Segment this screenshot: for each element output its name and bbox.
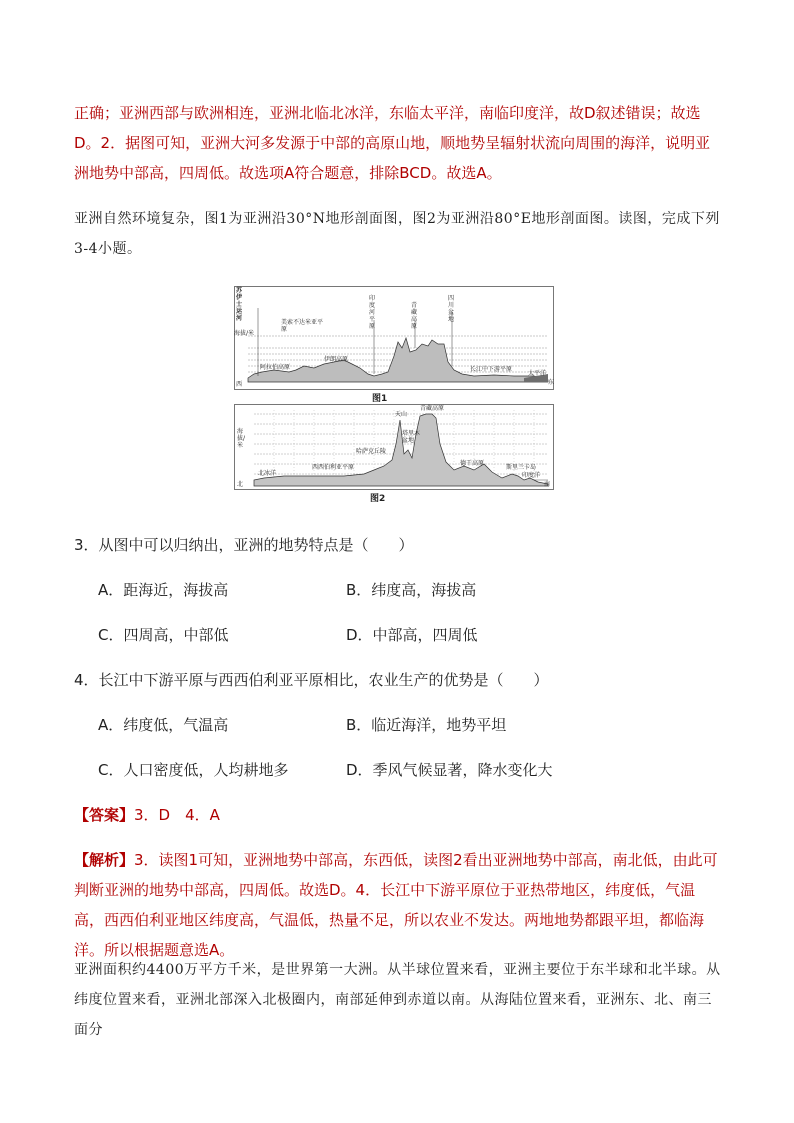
intro-paragraph: 亚洲自然环境复杂，图1为亚洲沿30°N地形剖面图，图2为亚洲沿80°E地形剖面图。读图，完成下列3-4小题。 xyxy=(74,211,720,257)
fig2-label-tarim: 塔里木盆地 xyxy=(402,430,421,444)
fig1-label-suez: 苏伊士运河 xyxy=(236,287,243,322)
fig1-label-iran: 伊朗高原 xyxy=(324,356,349,363)
fig2-label-indian-ocean: 印度洋 xyxy=(522,472,541,479)
figure-2-profile xyxy=(234,404,554,490)
fig1-label-sichuan: 四川盆地 xyxy=(448,295,455,323)
fig1-label-pacific: 太平洋 xyxy=(528,370,547,377)
fig2-label-tianshan: 天山 xyxy=(395,411,408,418)
fig2-label-srilanka: 斯里兰卡岛 xyxy=(506,464,537,471)
answer-text: 3．D 4．A xyxy=(134,806,220,824)
q4-stem: 4．长江中下游平原与西西伯利亚平原相比，农业生产的优势是（ ） xyxy=(74,671,549,689)
fig2-label-north: 北 xyxy=(237,481,244,488)
fig1-ylabel: 海拔/米 xyxy=(234,330,255,337)
q3-option-a: A．距海近，海拔高 xyxy=(98,581,229,599)
fig1-label-indus: 印度河平原 xyxy=(369,295,376,330)
figure-2 xyxy=(234,404,554,490)
fig2-label-kazakh: 哈萨克丘陵 xyxy=(356,448,387,455)
q3-option-b: B．纬度高，海拔高 xyxy=(346,581,477,599)
analysis-paragraph xyxy=(74,845,724,965)
q3-option-d: D．中部高，四周低 xyxy=(346,626,478,644)
fig1-label-yangtze: 长江中下游平原 xyxy=(470,366,513,373)
q4-option-a: A．纬度低，气温高 xyxy=(98,716,229,734)
fig2-label-arctic: 北冰洋 xyxy=(258,470,277,477)
explanation-top: 正确；亚洲西部与欧洲相连，亚洲北临北冰洋，东临太平洋，南临印度洋，故D叙述错误；故选D。2．据图可知，亚洲大河多发源于中部的高原山地，顺地势呈辐射状流向周围的海洋，说明亚洲地势中部高，四周低。故选项A符合题意，排除BCD。故选A。 xyxy=(74,104,711,182)
fig2-label-siberia: 西西伯利亚平原 xyxy=(312,464,355,471)
q3-stem: 3．从图中可以归纳出，亚洲的地势特点是（ ） xyxy=(74,536,414,554)
fig2-label-south: 南 xyxy=(544,481,551,488)
q3-option-c: C．四周高，中部低 xyxy=(98,626,229,644)
q4-option-d: D．季风气候显著，降水变化大 xyxy=(346,761,553,779)
bottom-passage: 亚洲面积约4400万平方千米，是世界第一大洲。从半球位置来看，亚洲主要位于东半球和北半球。从纬度位置来看，亚洲北部深入北极圈内，南部延伸到赤道以南。从海陆位置来看，亚洲东、北、南三面分 xyxy=(74,962,721,1038)
figure-1-profile xyxy=(234,286,554,390)
analysis-text: 3．读图1可知，亚洲地势中部高，东西低，读图2看出亚洲地势中部高，南北低，由此可判断亚洲的地势中部高，四周低。故选D。4．长江中下游平原位于亚热带地区，纬度低，气温高，西西伯利亚地区纬度高，气温低，热量不足，所以农业不发达。两地地势都跟平坦，都临海洋。所以根据题意选A。 xyxy=(74,851,718,959)
fig2-ylabel: 海拔/米 xyxy=(237,428,246,449)
fig2-label-deccan: 德干高原 xyxy=(460,460,485,467)
figure-2-caption: 图2 xyxy=(370,494,386,504)
answer-line xyxy=(74,804,220,825)
answer-tag: 【答案】 xyxy=(74,806,135,824)
fig2-label-tibet: 青藏高原 xyxy=(420,405,445,412)
fig1-label-tibet: 青藏高原 xyxy=(411,302,418,330)
fig1-label-arabia: 阿拉伯高原 xyxy=(260,364,291,371)
figure-1-caption: 图1 xyxy=(372,394,388,404)
fig1-label-mesopotamia: 美索不达米亚平原 xyxy=(281,319,324,333)
q4-option-b: B．临近海洋，地势平坦 xyxy=(346,716,507,734)
fig1-label-east: 东 xyxy=(548,379,555,386)
analysis-tag: 【解析】 xyxy=(74,851,135,869)
q4-option-c: C．人口密度低，人均耕地多 xyxy=(98,761,289,779)
figure-1 xyxy=(234,286,554,390)
fig1-label-west: 西 xyxy=(236,381,243,388)
